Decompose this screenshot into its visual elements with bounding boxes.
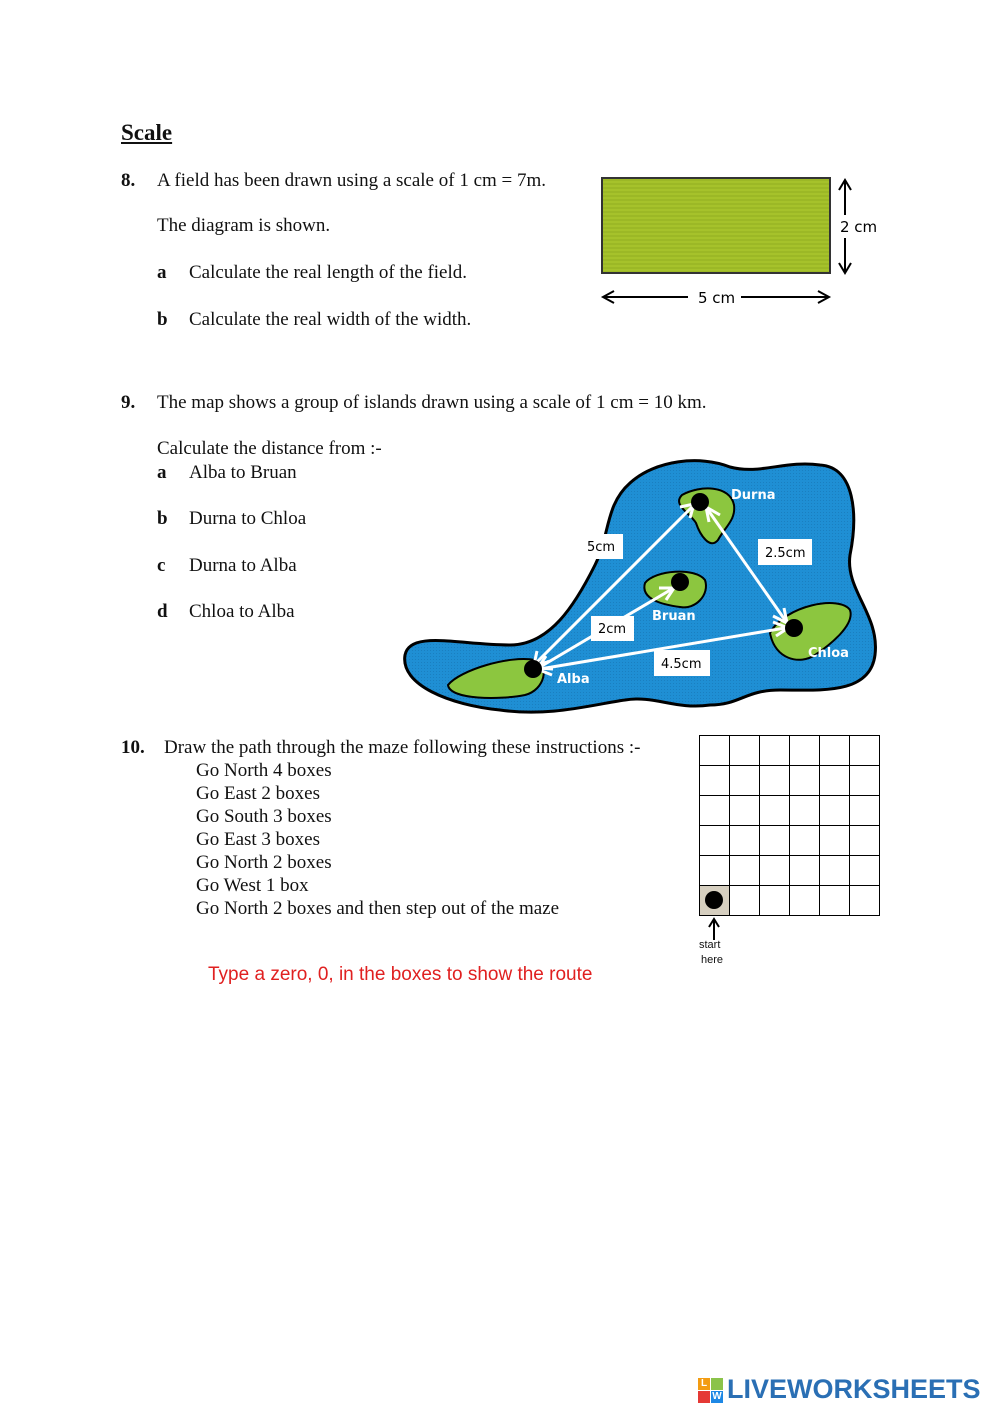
maze-cell[interactable]	[729, 825, 760, 856]
maze-cell[interactable]	[759, 855, 790, 886]
instruction-1: Go North 4 boxes	[196, 760, 332, 781]
maze-cell-input[interactable]	[730, 856, 759, 885]
label-bruan: Bruan	[652, 609, 696, 624]
start-dot	[705, 891, 723, 909]
maze-cell-input[interactable]	[730, 826, 759, 855]
q8-part-b-letter: b	[157, 309, 168, 330]
field-length-label: 5 cm	[698, 289, 736, 307]
maze-cell-input[interactable]	[850, 886, 879, 915]
maze-cell[interactable]	[729, 795, 760, 826]
maze-cell-input[interactable]	[700, 796, 729, 825]
maze-cell-input[interactable]	[760, 736, 789, 765]
maze-cell[interactable]	[819, 735, 850, 766]
instruction-2: Go East 2 boxes	[196, 783, 321, 804]
q10-text: Draw the path through the maze following these instructions :-	[164, 737, 641, 758]
town-bruan	[671, 573, 689, 591]
maze-cell-input[interactable]	[850, 736, 879, 765]
q8-sub: The diagram is shown.	[157, 215, 331, 236]
distance-alba-chloa: 4.5cm	[661, 657, 702, 672]
maze-cell[interactable]	[849, 885, 880, 916]
maze-cell[interactable]	[699, 765, 730, 796]
maze-cell-input[interactable]	[790, 766, 819, 795]
maze-cell-input[interactable]	[700, 766, 729, 795]
distance-alba-bruan: 2cm	[598, 622, 627, 637]
q9-part-c-text: Durna to Alba	[189, 555, 297, 576]
maze-cell-input[interactable]	[700, 736, 729, 765]
maze-cell[interactable]	[759, 795, 790, 826]
liveworksheets-badge-icon	[698, 1378, 724, 1404]
maze-cell-input[interactable]	[820, 736, 849, 765]
maze-cell[interactable]	[759, 885, 790, 916]
maze-cell-input[interactable]	[820, 766, 849, 795]
instruction-6: Go West 1 box	[196, 875, 309, 896]
maze-cell-input[interactable]	[850, 856, 879, 885]
town-alba	[524, 660, 542, 678]
section-title: Scale	[121, 120, 173, 145]
town-durna	[691, 493, 709, 511]
town-chloa	[785, 619, 803, 637]
liveworksheets-logo[interactable]: LIVEWORKSHEETS	[727, 1374, 981, 1404]
q9-part-b-text: Durna to Chloa	[189, 508, 307, 529]
maze-cell-input[interactable]	[790, 856, 819, 885]
q10-number: 10.	[121, 737, 145, 758]
maze-cell[interactable]	[819, 885, 850, 916]
q8-part-a-letter: a	[157, 262, 167, 283]
maze-cell[interactable]	[729, 735, 760, 766]
maze-cell-input[interactable]	[760, 796, 789, 825]
maze-cell-input[interactable]	[760, 886, 789, 915]
q8-number: 8.	[121, 170, 136, 191]
q8-text: A field has been drawn using a scale of 1 cm = 7m.	[157, 170, 547, 191]
maze-cell[interactable]	[699, 825, 730, 856]
maze-cell-input[interactable]	[790, 886, 819, 915]
maze-cell-input[interactable]	[820, 886, 849, 915]
maze-cell-input[interactable]	[820, 856, 849, 885]
maze-cell-input[interactable]	[760, 856, 789, 885]
q8-part-a-text: Calculate the real length of the field.	[189, 262, 468, 283]
maze-cell-input[interactable]	[760, 826, 789, 855]
maze-cell[interactable]	[729, 765, 760, 796]
field-rectangle	[602, 178, 830, 273]
badge-letter-w: W	[712, 1391, 722, 1402]
maze-cell[interactable]	[819, 855, 850, 886]
maze-cell[interactable]	[849, 855, 880, 886]
maze-cell-input[interactable]	[760, 766, 789, 795]
maze-cell[interactable]	[849, 765, 880, 796]
maze-cell[interactable]	[789, 765, 820, 796]
maze-cell[interactable]	[789, 855, 820, 886]
maze-cell-input[interactable]	[820, 796, 849, 825]
maze-cell[interactable]	[819, 795, 850, 826]
q9-part-b-letter: b	[157, 508, 168, 529]
distance-durna-chloa: 2.5cm	[765, 546, 806, 561]
maze-cell-input[interactable]	[730, 736, 759, 765]
q9-number: 9.	[121, 392, 136, 413]
maze-cell[interactable]	[789, 735, 820, 766]
maze-cell[interactable]	[849, 825, 880, 856]
maze-cell[interactable]	[849, 795, 880, 826]
q9-text: The map shows a group of islands drawn using a scale of 1 cm = 10 km.	[157, 392, 707, 413]
maze-cell[interactable]	[789, 795, 820, 826]
instruction-7: Go North 2 boxes and then step out of the maze	[196, 898, 560, 919]
maze-cell[interactable]	[819, 825, 850, 856]
maze-cell-input[interactable]	[700, 856, 729, 885]
maze-cell-input[interactable]	[790, 796, 819, 825]
maze-cell[interactable]	[789, 885, 820, 916]
maze-cell-input[interactable]	[850, 796, 879, 825]
maze-cell-input[interactable]	[730, 766, 759, 795]
field-diagram	[595, 170, 895, 315]
maze-cell[interactable]	[759, 735, 790, 766]
instruction-5: Go North 2 boxes	[196, 852, 332, 873]
q8-part-b-text: Calculate the real width of the width.	[189, 309, 472, 330]
start-label-1: start	[699, 939, 721, 951]
label-alba: Alba	[557, 672, 590, 687]
island-map	[400, 455, 890, 720]
q9-part-d-text: Chloa to Alba	[189, 601, 295, 622]
maze-cell[interactable]	[849, 735, 880, 766]
maze-cell[interactable]	[729, 855, 760, 886]
maze-cell-input[interactable]	[730, 796, 759, 825]
maze-cell-input[interactable]	[790, 736, 819, 765]
field-height-label: 2 cm	[840, 218, 878, 236]
q9-sub: Calculate the distance from :-	[157, 438, 382, 459]
maze-cell-input[interactable]	[820, 826, 849, 855]
instruction-4: Go East 3 boxes	[196, 829, 321, 850]
maze-cell-input[interactable]	[850, 766, 879, 795]
maze-cell[interactable]	[759, 825, 790, 856]
distance-alba-durna: 5cm	[587, 540, 616, 555]
maze-cell[interactable]	[789, 825, 820, 856]
q9-part-a-letter: a	[157, 462, 167, 483]
label-chloa: Chloa	[808, 646, 849, 661]
q9-part-d-letter: d	[157, 601, 168, 622]
badge-letter-l: L	[698, 1378, 710, 1390]
maze-cell-input[interactable]	[850, 826, 879, 855]
maze-cell-input[interactable]	[700, 826, 729, 855]
maze-cell[interactable]	[699, 855, 730, 886]
maze-hint: Type a zero, 0, in the boxes to show the route	[208, 964, 593, 985]
start-label-2: here	[701, 954, 724, 966]
q9-part-c-letter: c	[157, 555, 166, 576]
maze-cell[interactable]	[699, 735, 730, 766]
instruction-3: Go South 3 boxes	[196, 806, 332, 827]
label-durna: Durna	[731, 488, 776, 503]
maze-cell[interactable]	[819, 765, 850, 796]
maze-cell[interactable]	[699, 795, 730, 826]
maze-cell-input[interactable]	[790, 826, 819, 855]
q9-part-a-text: Alba to Bruan	[189, 462, 297, 483]
maze-cell[interactable]	[759, 765, 790, 796]
